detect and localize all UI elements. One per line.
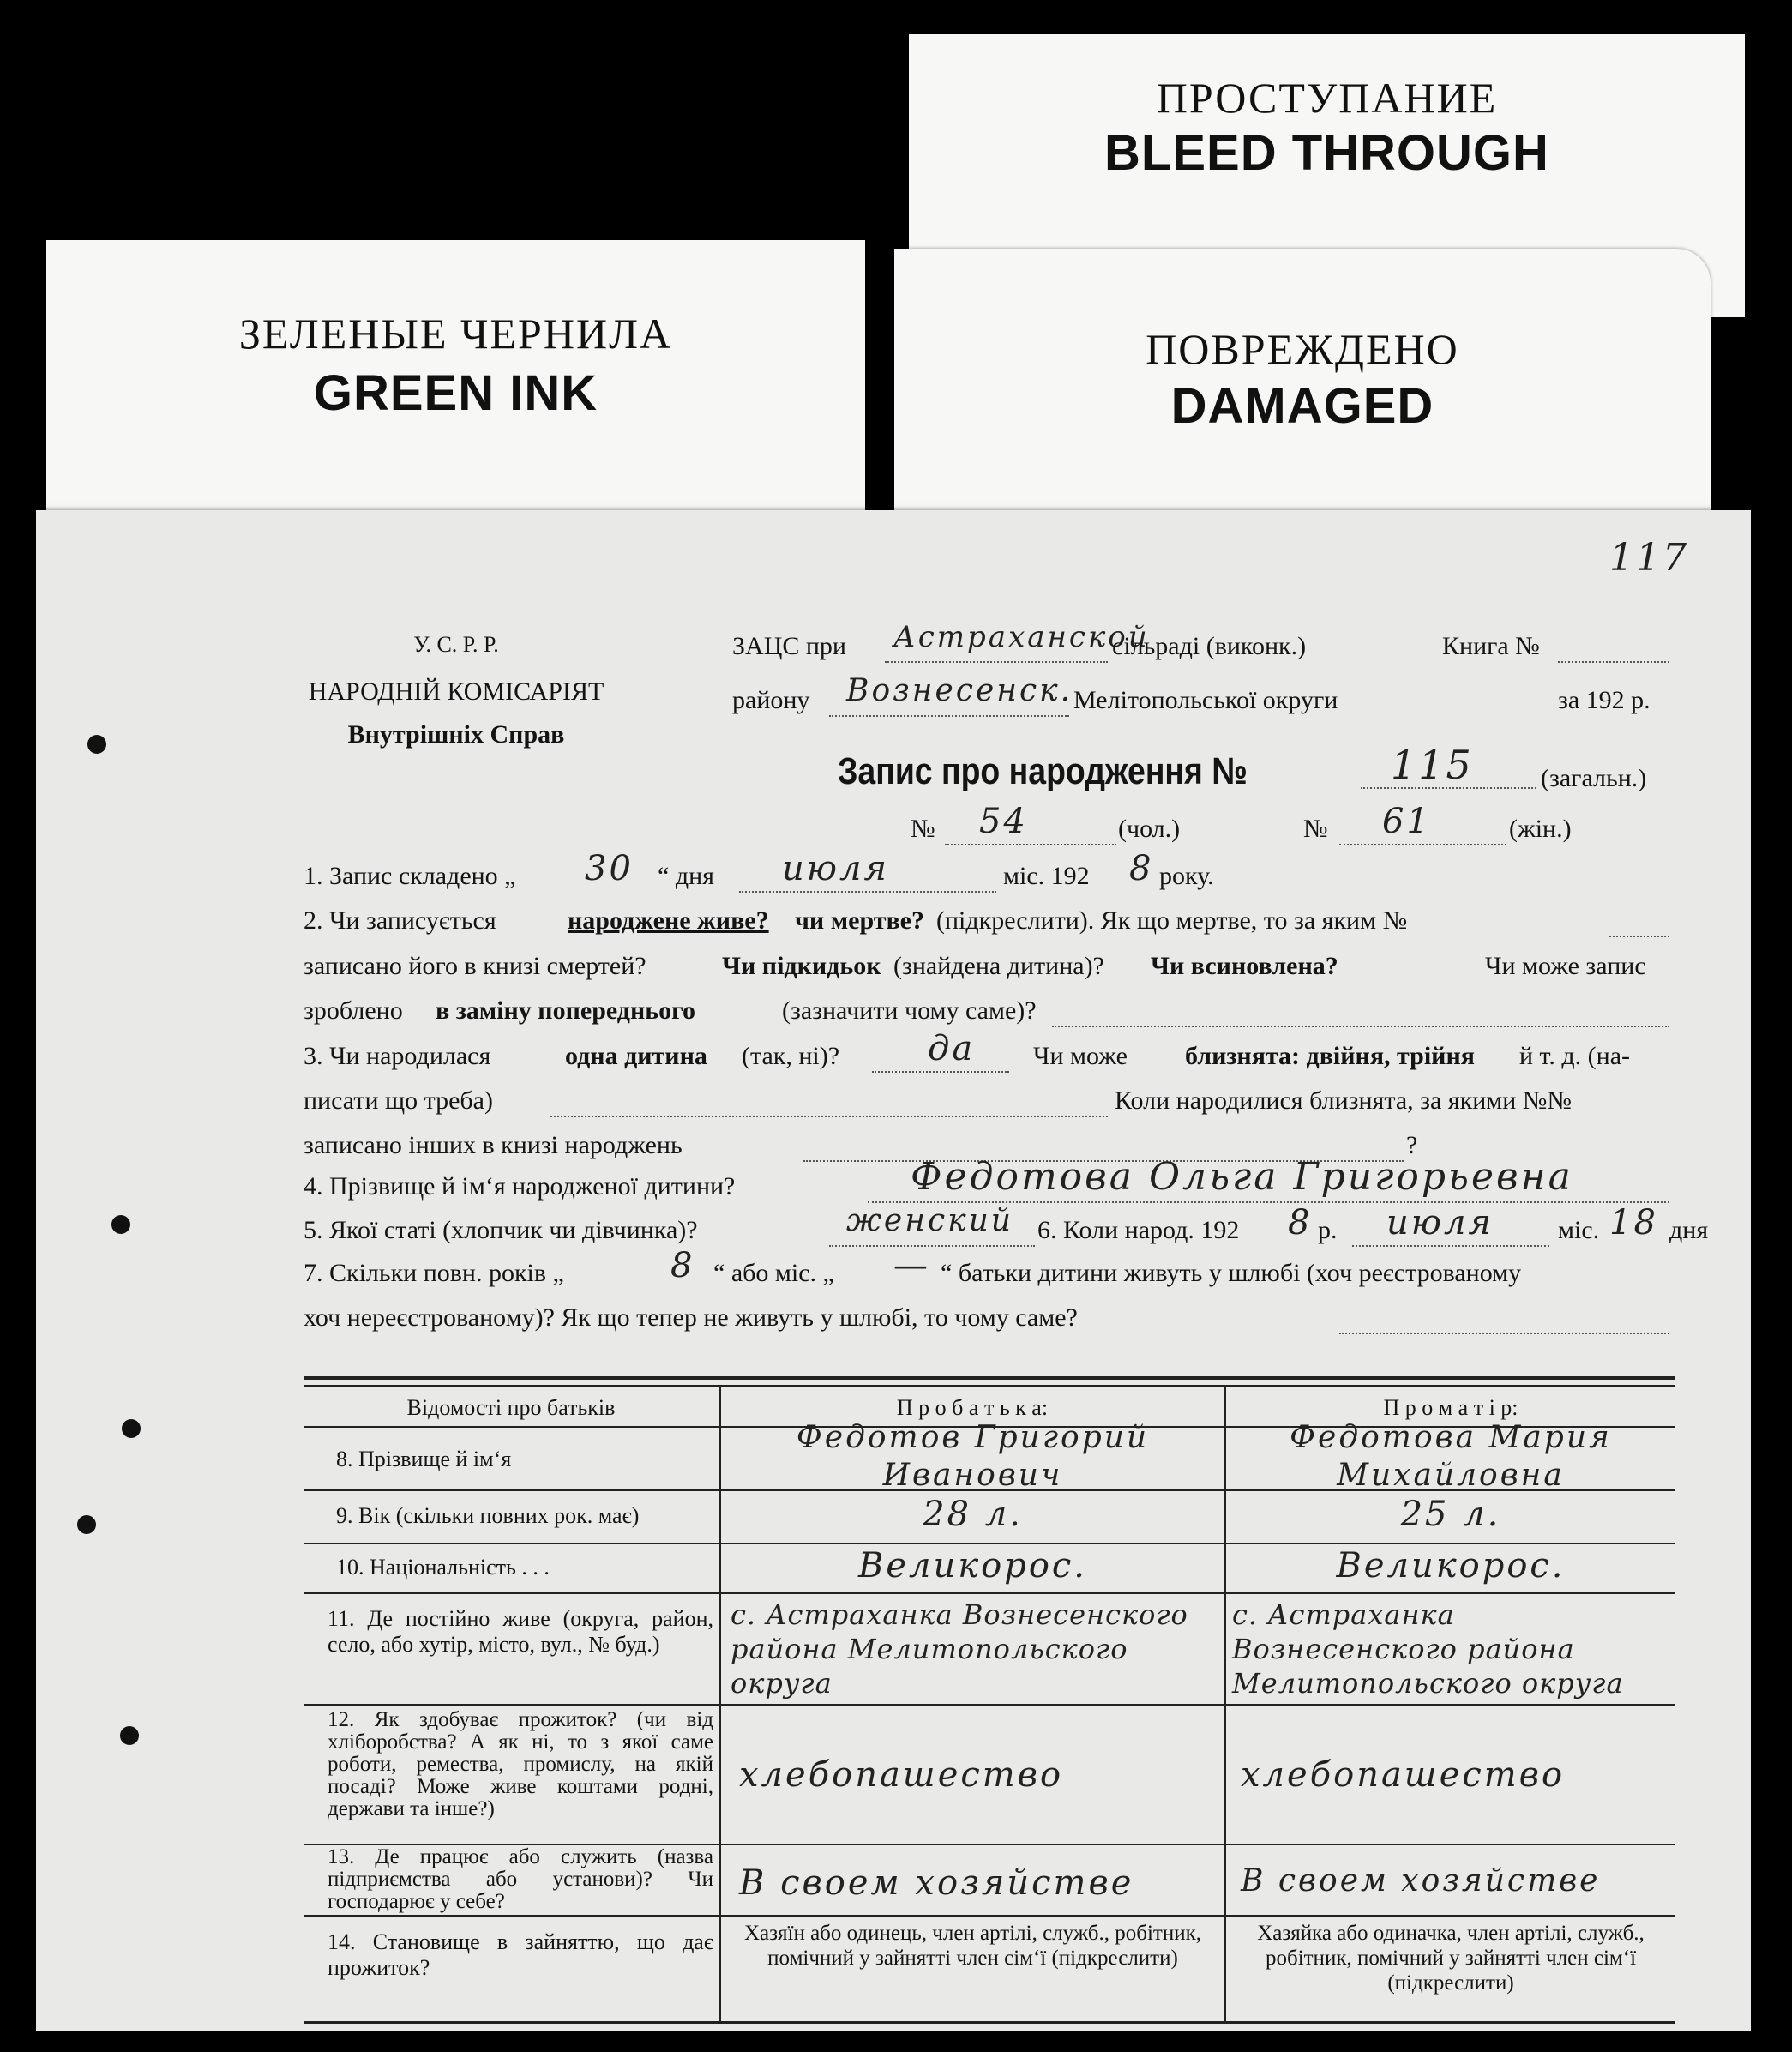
q2-adopted: Чи всиновлена? xyxy=(1151,952,1338,980)
q6-r: р. xyxy=(1318,1216,1338,1244)
q7-years: 8 xyxy=(670,1246,695,1285)
tag-label-en: BLEED THROUGH xyxy=(1104,125,1549,181)
q2-line2c: (знайдена дитина)? xyxy=(893,952,1104,980)
damaged-tag xyxy=(894,249,1711,532)
q3-text-a: 3. Чи народилася xyxy=(304,1042,491,1070)
row14-father: Хазяїн або одинець, член артілі, служб., робітник, помічний у зайнятті член сім‘ї (підкреслити) xyxy=(743,1922,1202,1970)
page-number: 117 xyxy=(1609,536,1689,580)
row13-father: В своем хозяйстве xyxy=(739,1863,1134,1903)
row9-father: 28 л. xyxy=(923,1495,1023,1534)
tag-label-ru: ПРОСТУПАНИЕ xyxy=(1156,74,1498,122)
q2-line3-dots xyxy=(1052,1026,1669,1027)
book-line xyxy=(1558,661,1669,663)
row12-label: 12. Як здобуває прожиток? (чи від хліборобства? А як ні, то з якої саме роботи, ремества, промислу, на якій посаді? Може живе коштами родні, держави та інше?) xyxy=(328,1708,713,1820)
female-label: № xyxy=(1303,815,1328,843)
table-head-mother: П р о м а т і р: xyxy=(1383,1395,1518,1420)
birth-record-form xyxy=(36,510,1751,2031)
table-head-info: Відомості про батьків xyxy=(406,1395,616,1420)
zags-value: Астраханской xyxy=(893,620,1150,654)
row12-father: хлебопашество xyxy=(739,1755,1064,1795)
q1-day: 30 xyxy=(585,849,634,888)
district-prefix: району xyxy=(732,686,810,714)
q3-qmark: ? xyxy=(1406,1131,1418,1159)
q4-text: 4. Прізвище й ім‘я народженої дитини? xyxy=(304,1172,736,1201)
female-suffix: (жін.) xyxy=(1509,815,1572,843)
q6-text: 6. Коли народ. 192 xyxy=(1037,1216,1240,1244)
zags-suffix: сільраді (виконк.) xyxy=(1112,632,1307,660)
table-head-father: П р о б а т ь к а: xyxy=(896,1395,1049,1420)
row14-label: 14. Становище в зайняттю, що дає прожиток? xyxy=(328,1929,713,1980)
q1-text-d: року. xyxy=(1159,862,1214,890)
punch-hole xyxy=(120,1726,139,1745)
q5-text: 5. Якої статі (хлопчик чи дівчинка)? xyxy=(304,1216,698,1244)
record-number: 115 xyxy=(1391,742,1474,788)
row-rule xyxy=(304,1592,1675,1594)
row13-label: 13. Де працює або служить (назва підприємства або установи)? Чи господарює у себе? xyxy=(328,1845,713,1913)
q2-line2a: записано його в книзі смертей? xyxy=(304,952,646,980)
male-suffix: (чол.) xyxy=(1118,815,1181,843)
row-rule xyxy=(304,1704,1675,1706)
q3-line2b: Коли народилися близнята, за якими №№ xyxy=(1115,1086,1573,1115)
row8-label: 8. Прізвище й ім‘я xyxy=(336,1447,512,1471)
row-rule xyxy=(304,1915,1675,1917)
row11-father: с. Астраханка Вознесенского района Мелитопольского округа xyxy=(731,1598,1188,1700)
q3-text-d: Чи може xyxy=(1033,1042,1128,1070)
q2-text-a: 2. Чи записується xyxy=(304,906,496,935)
punch-hole xyxy=(87,735,106,754)
q6-month: июля xyxy=(1386,1203,1494,1243)
row11-mother: с. Астраханка Вознесенского района Мелитопольского округа xyxy=(1232,1598,1624,1700)
q6-month-line xyxy=(1352,1245,1549,1247)
punch-hole xyxy=(122,1419,141,1438)
q3-line3: записано інших в книзі народжень xyxy=(304,1131,683,1159)
district-suffix: Мелітопольської округи xyxy=(1073,686,1338,714)
q1-year: 8 xyxy=(1129,849,1154,888)
ussr-label: У. С. Р. Р. xyxy=(413,632,499,657)
record-title: Запис про народження № xyxy=(838,750,1248,792)
tag-label-en: GREEN INK xyxy=(313,365,598,421)
row8-father: Федотов Григорий Иванович xyxy=(796,1420,1150,1493)
row-rule xyxy=(304,1543,1675,1544)
punch-hole xyxy=(77,1515,96,1534)
q2-foundling: Чи підкидьок xyxy=(722,952,881,980)
q2-line xyxy=(1609,936,1669,937)
table-bottom-rule xyxy=(304,2021,1675,2024)
q2-dead: чи мертве? xyxy=(795,906,924,935)
q1-month: июля xyxy=(782,849,889,888)
zags-line xyxy=(885,661,1108,663)
q2-line2e: Чи може запис xyxy=(1485,952,1646,980)
year-label: за 192 р. xyxy=(1558,686,1651,714)
tag-label-ru: ЗЕЛЕНЫЕ ЧЕРНИЛА xyxy=(238,310,673,358)
tag-label-en: DAMAGED xyxy=(1170,378,1434,434)
q3-line2a: писати що треба) xyxy=(304,1086,493,1115)
q7-months: — xyxy=(893,1246,930,1285)
q7-line xyxy=(1339,1333,1669,1334)
q3-one-child: одна дитина xyxy=(565,1042,707,1070)
row11-label: 11. Де постійно живе (округа, район, село, або хутір, місто, вул., № буд.) xyxy=(328,1606,713,1657)
q6-day: 18 xyxy=(1609,1203,1658,1243)
row10-label: 10. Національність . . . xyxy=(336,1555,550,1580)
q3-line2-dots xyxy=(550,1116,1108,1117)
q7-line2: хоч нереєстрованому)? Як що тепер не живуть у шлюбі, то чому саме? xyxy=(304,1303,1078,1332)
male-number: 54 xyxy=(979,802,1028,841)
commissariat-label: НАРОДНІЙ КОМІСАРІЯТ xyxy=(308,677,604,706)
q5-sex: женский xyxy=(846,1203,1013,1238)
q1-text-c: міс. 192 xyxy=(1003,862,1090,890)
q6-dnya: дня xyxy=(1669,1216,1709,1244)
row10-mother: Великорос. xyxy=(1336,1546,1566,1586)
row14-mother: Хазяйка або одиначка, член артілі, служб., робітник, помічний у зайнятті член сім‘ї (підкреслити) xyxy=(1257,1922,1645,1995)
row10-father: Великорос. xyxy=(857,1546,1088,1586)
table-top-rule xyxy=(304,1376,1675,1380)
q2-replacement: в заміну попереднього xyxy=(436,996,696,1025)
female-line xyxy=(1339,844,1506,845)
q3-text-c: (так, ні)? xyxy=(742,1042,840,1070)
tag-label-ru: ПОВРЕЖДЕНО xyxy=(1146,325,1459,373)
female-number: 61 xyxy=(1382,802,1431,841)
q7-text-a: 7. Скільки повн. років „ xyxy=(304,1259,564,1287)
district-value: Вознесенск. xyxy=(846,673,1073,708)
q3-answer-line xyxy=(872,1071,1009,1073)
male-label: № xyxy=(911,815,935,843)
q2-line3c: (зазначити чому саме)? xyxy=(782,996,1037,1025)
q3-twins: близнята: двійня, трійня xyxy=(1185,1042,1475,1070)
table-top-rule-2 xyxy=(304,1385,1675,1387)
q5-line xyxy=(829,1245,1035,1247)
q3-answer: да xyxy=(928,1029,976,1068)
row12-mother: хлебопашество xyxy=(1241,1755,1566,1795)
punch-hole xyxy=(111,1215,130,1234)
q1-month-line xyxy=(739,891,996,893)
q1-text-a: 1. Запис складено „ xyxy=(304,862,516,890)
district-line xyxy=(829,715,1069,717)
q7-text-b: “ або міс. „ xyxy=(713,1259,834,1287)
q6-mis: міс. xyxy=(1558,1216,1600,1244)
book-label: Книга № xyxy=(1442,632,1540,660)
row13-mother: В своем хозяйстве xyxy=(1241,1863,1601,1899)
q2-alive: народжене живе? xyxy=(568,906,769,935)
q2-text-d: (підкреслити). Як що мертве, то за яким № xyxy=(936,906,1408,935)
affairs-label: Внутрішніх Справ xyxy=(347,720,565,749)
q6-year: 8 xyxy=(1288,1203,1313,1243)
general-label: (загальн.) xyxy=(1541,764,1647,792)
q2-line3a: зроблено xyxy=(304,996,403,1025)
q3-text-f: й т. д. (на- xyxy=(1519,1042,1631,1070)
male-line xyxy=(945,844,1116,845)
row9-label: 9. Вік (скільки повних рок. має) xyxy=(336,1503,640,1528)
green-ink-tag xyxy=(46,240,865,523)
row9-mother: 25 л. xyxy=(1400,1495,1501,1534)
zags-prefix: ЗАЦС при xyxy=(732,632,846,660)
row8-mother: Федотова Мария Михайловна xyxy=(1290,1420,1612,1493)
q4-child-name: Федотова Ольга Григорьевна xyxy=(911,1155,1573,1199)
q7-text-c: “ батьки дитини живуть у шлюбі (хоч реєстрованому xyxy=(941,1259,1522,1287)
q1-text-b: “ дня xyxy=(658,862,714,890)
